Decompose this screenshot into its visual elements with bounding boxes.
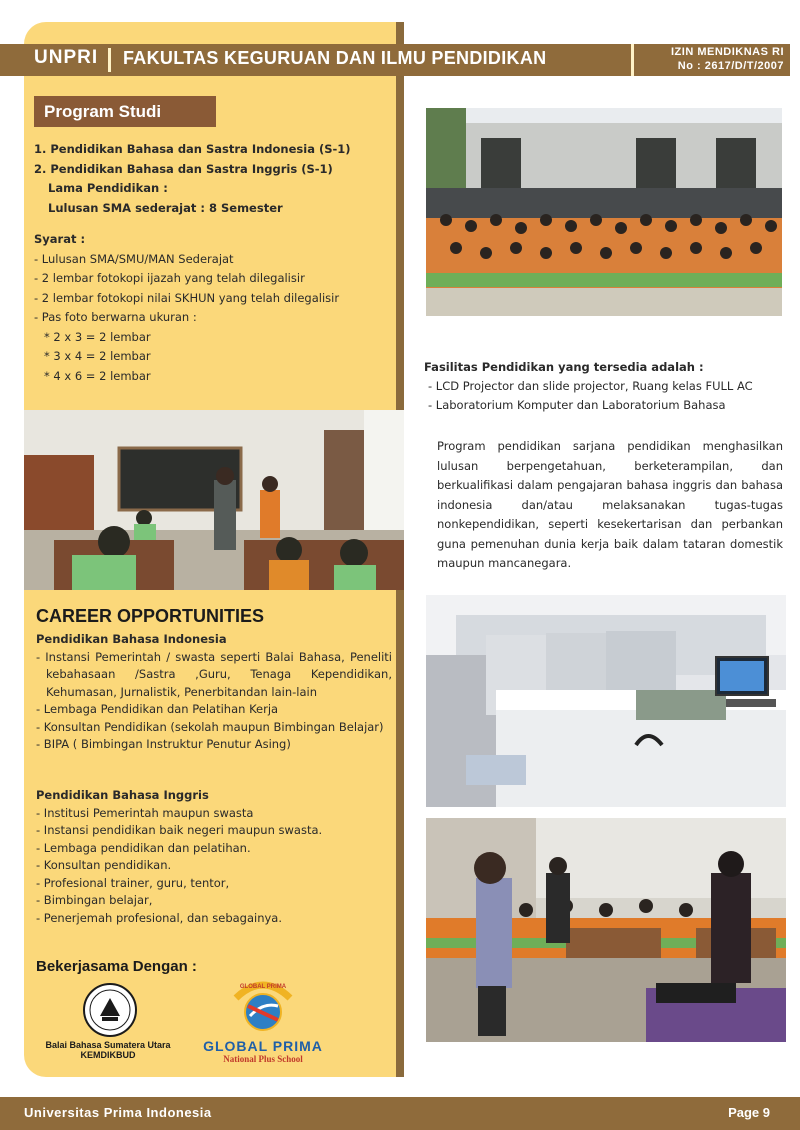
requirements-title: Syarat :	[34, 232, 86, 246]
program-details	[34, 140, 351, 218]
lab-illustration	[426, 595, 786, 807]
requirement-item: - 2 lembar fotokopi nilai SKHUN yang telah dilegalisir	[34, 290, 340, 305]
photo-size-item: * 3 x 4 = 2 lembar	[44, 349, 151, 363]
career-indonesia-title: Pendidikan Bahasa Indonesia	[36, 632, 227, 646]
study-item-1: 1. Pendidikan Bahasa dan Sastra Indonesia (S-1)	[34, 142, 351, 156]
career-item: - Bimbingan belajar,	[36, 893, 153, 907]
requirements	[34, 230, 339, 386]
teaching-illustration	[426, 818, 786, 1042]
classroom-illustration	[24, 410, 404, 590]
classroom-photo	[24, 410, 404, 590]
footer-university: Universitas Prima Indonesia	[24, 1105, 212, 1120]
program-description: Program pendidikan sarjana pendidikan menghasilkan lulusan berpengetahuan, berketerampilan, dan berkualifikasi dalam pengajaran bahasa inggris dan bahasa indonesia dan/atau melaksanakan tugas-tugas nonkependidikan, seperti kesekertarisan dan perbankan guna pemenuhan dunia kerja baik dalam tataran domestik maupun mancanegara.	[437, 439, 783, 570]
facility-item: - LCD Projector dan slide projector, Ruang kelas FULL AC	[428, 379, 753, 393]
career-item: - Profesional trainer, guru, tentor,	[36, 875, 230, 890]
permit-line-1: IZIN MENDIKNAS RI	[671, 46, 784, 58]
duration-value: Lulusan SMA sederajat : 8 Semester	[48, 200, 283, 215]
career-item: - Instansi Pemerintah / swasta seperti Balai Bahasa, Peneliti kebahasaan /Sastra ,Guru, Tenaga Kependidikan, Kehumasan, Jurnalistik, Penerbitandan lain-lain	[36, 649, 392, 699]
balai-bahasa-logo	[82, 982, 138, 1042]
header-separator	[108, 48, 111, 72]
group-photo	[426, 108, 782, 316]
global-prima-logo	[228, 976, 298, 1038]
group-illustration	[426, 108, 782, 316]
career-indonesia	[36, 631, 392, 754]
permit-line-2: No : 2617/D/T/2007	[677, 60, 784, 72]
career-title: CAREER OPPORTUNITIES	[36, 606, 265, 626]
career-item: - Lembaga pendidikan dan pelatihan.	[36, 840, 251, 855]
balai-emblem-icon	[82, 982, 138, 1038]
brand-label: UNPRI	[34, 47, 99, 68]
facility-item: - Laboratorium Komputer dan Laboratorium Bahasa	[428, 398, 726, 412]
career-inggris	[36, 787, 392, 927]
photo-size-item: * 4 x 6 = 2 lembar	[44, 368, 151, 383]
header-separator-right	[631, 44, 634, 76]
balai-caption	[38, 1040, 178, 1060]
career-item: - Institusi Pemerintah maupun swasta	[36, 805, 254, 820]
facilities-title: Fasilitas Pendidikan yang tersedia adalah :	[424, 360, 704, 374]
career-item: - Penerjemah profesional, dan sebagainya.	[36, 910, 283, 925]
partners-title: Bekerjasama Dengan :	[36, 958, 197, 975]
global-arc-text: GLOBAL PRIMA	[239, 984, 287, 990]
balai-caption-line-1: Balai Bahasa Sumatera Utara	[45, 1040, 171, 1050]
duration-label: Lama Pendidikan :	[48, 181, 168, 195]
facilities	[424, 358, 786, 415]
requirement-item: - Lulusan SMA/SMU/MAN Sederajat	[34, 251, 234, 266]
global-prima-name: GLOBAL PRIMA	[203, 1038, 323, 1054]
career-inggris-title: Pendidikan Bahasa Inggris	[36, 788, 209, 802]
requirement-item: - Pas foto berwarna ukuran :	[34, 310, 197, 324]
global-prima-caption	[197, 1038, 329, 1064]
photo-size-item: * 2 x 3 = 2 lembar	[44, 329, 151, 344]
career-item: - Instansi pendidikan baik negeri maupun swasta.	[36, 823, 323, 837]
program-title: Program Studi	[34, 96, 216, 127]
footer-bar	[0, 1097, 800, 1130]
teaching-photo	[426, 818, 786, 1042]
header-bar	[0, 44, 800, 76]
right-margin	[790, 0, 800, 1130]
computer-lab-photo	[426, 595, 786, 807]
global-prima-emblem-icon	[228, 976, 298, 1034]
career-item: - Konsultan Pendidikan (sekolah maupun Bimbingan Belajar)	[36, 719, 384, 734]
career-item: - Konsultan pendidikan.	[36, 858, 172, 872]
faculty-title: FAKULTAS KEGURUAN DAN ILMU PENDIDIKAN	[123, 48, 547, 68]
balai-caption-line-2: KEMDIKBUD	[80, 1050, 136, 1060]
global-prima-sub: National Plus School	[223, 1054, 303, 1064]
study-item-2: 2. Pendidikan Bahasa dan Sastra Inggris (S-1)	[34, 161, 333, 176]
career-item: - Lembaga Pendidikan dan Pelatihan Kerja	[36, 702, 279, 716]
requirement-item: - 2 lembar fotokopi ijazah yang telah dilegalisir	[34, 271, 305, 285]
career-item: - BIPA ( Bimbingan Instruktur Penutur Asing)	[36, 737, 291, 751]
page-number: Page 9	[728, 1105, 770, 1120]
permit-info	[671, 45, 784, 73]
